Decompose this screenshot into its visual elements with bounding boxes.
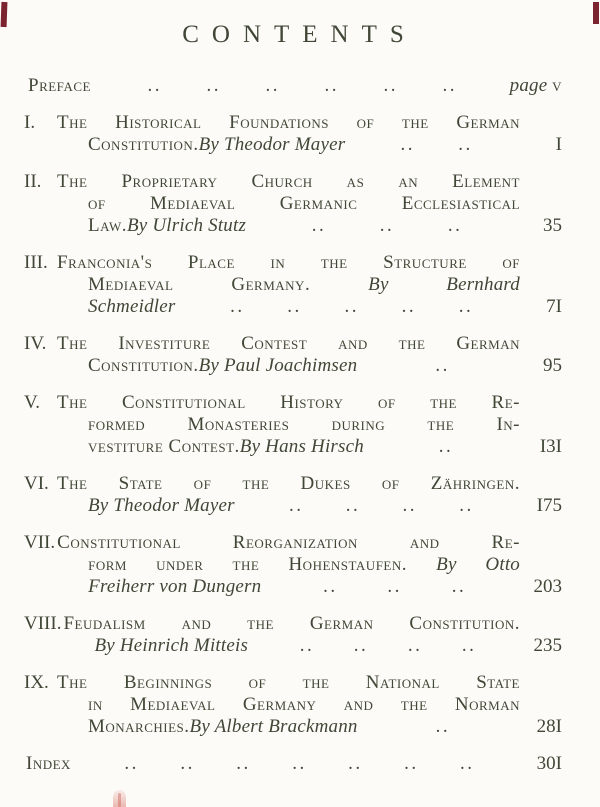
entry-byline: By Hans Hirsch <box>239 436 364 457</box>
entry-line <box>57 672 562 694</box>
leader-dot-pair: .. <box>460 753 475 774</box>
page-number: I <box>555 134 562 155</box>
entry-line <box>88 274 562 296</box>
entry-title-text: Constitution. <box>88 355 199 376</box>
page-number: 28I <box>536 716 562 737</box>
leader-dot-pair: .. <box>379 215 395 236</box>
leader-dot-pair: .. <box>288 495 304 516</box>
entry-title-text: The Beginnings of the National State <box>57 672 520 693</box>
toc-entries <box>24 112 562 738</box>
entry-text <box>57 171 562 237</box>
entry-text <box>57 333 562 377</box>
leader-dot-pair: .. <box>324 75 340 96</box>
toc-entry <box>24 672 562 738</box>
scan-artifact-bottom-smudge <box>113 790 126 807</box>
entry-line <box>88 193 562 215</box>
entry-text <box>57 532 562 598</box>
entry-byline: By Albert Brackmann <box>189 716 358 737</box>
leader-dot-pair: .. <box>147 75 162 96</box>
page-number: I75 <box>536 495 562 516</box>
leader-dot-pair: .. <box>345 495 361 516</box>
toc-entry <box>24 252 562 318</box>
toc-entry <box>24 473 562 517</box>
toc-entry <box>24 532 562 598</box>
leader-dots <box>357 355 524 377</box>
leader-dots <box>364 436 524 458</box>
entry-byline: By Bernhard <box>368 274 520 295</box>
leader-dot-pair: .. <box>206 75 221 96</box>
entry-title-text: The Historical Foundations of the German <box>57 112 520 133</box>
entry-byline: Schmeidler <box>88 296 176 317</box>
entry-title-text: Franconia's Place in the Structure of <box>57 252 520 273</box>
entry-line <box>57 473 562 495</box>
entry-line <box>88 134 562 156</box>
leader-dot-pair: .. <box>348 753 363 774</box>
leader-dot-pair: .. <box>299 635 315 656</box>
entry-byline: By Theodor Mayer <box>88 495 235 516</box>
leader-dot-pair: .. <box>458 134 473 155</box>
leader-dot-pair: .. <box>292 753 307 774</box>
entry-title-text: The Investiture Contest and the German <box>57 333 520 354</box>
page-number: 95 <box>543 355 562 376</box>
entry-text <box>63 613 562 657</box>
page-number: 235 <box>533 635 562 656</box>
leader-dot-pair: .. <box>311 215 327 236</box>
entry-numeral: VII. <box>24 532 56 553</box>
leader-dot-pair: .. <box>265 75 280 96</box>
entry-line <box>57 171 562 193</box>
entry-line <box>88 576 562 598</box>
toc-entry <box>24 392 562 458</box>
entry-byline: By Theodor Mayer <box>198 134 346 155</box>
leader-dot-pair: .. <box>407 635 423 656</box>
entry-line <box>88 215 562 237</box>
leader-dot-pair: .. <box>323 576 338 597</box>
page-title: CONTENTS <box>182 21 417 48</box>
entry-text <box>57 473 562 517</box>
entry-text <box>57 672 562 738</box>
entry-line <box>57 392 562 414</box>
entry-byline: By Otto <box>436 554 520 575</box>
entry-byline: By Paul Joachimsen <box>198 355 358 376</box>
index-label: Index <box>26 753 71 774</box>
entry-title-text: vestiture Contest. <box>88 436 240 457</box>
leader-dot-pair: .. <box>442 75 458 96</box>
entry-title-text: Law. <box>88 215 127 236</box>
entry-line <box>57 333 562 355</box>
page-number: v <box>552 75 562 96</box>
entry-title-text: formed Monasteries during the In- <box>88 414 520 435</box>
leader-dots <box>235 495 524 517</box>
entry-line <box>88 716 562 738</box>
entry-title-text: in Mediaeval Germany and the Norman <box>88 694 520 715</box>
preface-page-ref <box>510 75 562 97</box>
leader-dot-pair: .. <box>447 215 463 236</box>
entry-numeral: VIII. <box>24 613 62 634</box>
leader-dots <box>248 635 524 657</box>
entry-line <box>88 296 562 318</box>
leader-dot-pair: .. <box>353 635 369 656</box>
leader-dot-pair: .. <box>236 753 251 774</box>
entry-line <box>57 112 562 134</box>
page-word: page <box>509 75 548 96</box>
leader-dot-pair: .. <box>451 576 467 597</box>
page-number: 35 <box>543 215 562 236</box>
entry-byline: Freiherr von Dungern <box>88 576 262 597</box>
entry-line <box>88 554 562 576</box>
entry-title-text: The Proprietary Church as an Element <box>57 171 520 192</box>
leader-dot-pair: .. <box>435 716 451 737</box>
leader-dot-pair: .. <box>458 296 474 317</box>
leader-dot-pair: .. <box>387 576 402 597</box>
leader-dots <box>246 215 524 237</box>
leader-dots <box>71 753 524 775</box>
leader-dot-pair: .. <box>400 134 416 155</box>
leader-dot-pair: .. <box>344 296 359 317</box>
entry-line <box>88 436 562 458</box>
preface-label: Preface <box>28 75 91 96</box>
page-number: 30I <box>536 753 562 774</box>
entry-title-text: The Constitutional History of the Re- <box>57 392 520 413</box>
leader-dot-pair: .. <box>459 495 474 516</box>
preface-row <box>28 75 562 97</box>
leader-dot-pair: .. <box>287 296 302 317</box>
leader-dot-pair: .. <box>124 753 139 774</box>
entry-text <box>57 392 562 458</box>
entry-numeral: V. <box>24 392 41 413</box>
leader-dots <box>358 716 524 738</box>
leader-dot-pair: .. <box>404 753 419 774</box>
entry-line <box>94 635 562 657</box>
leader-dot-pair: .. <box>383 75 399 96</box>
entry-title-text: Constitutional Reorganization and Re- <box>57 532 520 553</box>
leader-dot-pair: .. <box>435 355 450 376</box>
entry-line <box>57 252 562 274</box>
entry-numeral: IX. <box>24 672 49 693</box>
entry-line <box>88 355 562 377</box>
toc-entry <box>24 333 562 377</box>
leader-dot-pair: .. <box>402 495 417 516</box>
entry-line <box>63 613 562 635</box>
entry-title-text: Constitution. <box>88 134 199 155</box>
entry-numeral: IV. <box>24 333 47 354</box>
entry-line <box>57 532 562 554</box>
entry-byline: By Ulrich Stutz <box>126 215 247 236</box>
entry-numeral: II. <box>24 171 42 192</box>
entry-title-text: Monarchies. <box>88 716 190 737</box>
leader-dot-pair: .. <box>180 753 195 774</box>
leader-dot-pair: .. <box>230 296 245 317</box>
page-number: 7I <box>546 296 562 317</box>
entry-title-text: form under the Hohenstaufen. <box>88 554 437 575</box>
page-number: I3I <box>539 436 562 457</box>
entry-numeral: VI. <box>24 473 49 494</box>
entry-line <box>88 414 562 436</box>
entry-byline: By Heinrich Mitteis <box>94 635 249 656</box>
entry-title-text: Mediaeval Germany. <box>88 274 369 295</box>
index-row <box>26 753 562 775</box>
leader-dots <box>91 75 510 97</box>
entry-numeral: I. <box>24 112 36 133</box>
page-number: 203 <box>533 576 562 597</box>
leader-dots <box>175 296 524 318</box>
leader-dot-pair: .. <box>438 436 454 457</box>
entry-title-text: The State of the Dukes of Zähringen. <box>57 473 520 494</box>
entry-title-text: Feudalism and the German Constitution. <box>63 613 520 634</box>
toc-entry <box>24 613 562 657</box>
toc-entry <box>24 112 562 156</box>
entry-line <box>88 495 562 517</box>
leader-dot-pair: .. <box>461 635 477 656</box>
entry-text <box>57 112 562 156</box>
entry-text <box>57 252 562 318</box>
entry-line <box>88 694 562 716</box>
entry-numeral: III. <box>24 252 48 273</box>
leader-dot-pair: .. <box>401 296 417 317</box>
leader-dots <box>345 134 524 156</box>
toc-entry <box>24 171 562 237</box>
leader-dots <box>261 576 524 598</box>
entry-title-text: of Mediaeval Germanic Ecclesiastical <box>88 193 520 214</box>
